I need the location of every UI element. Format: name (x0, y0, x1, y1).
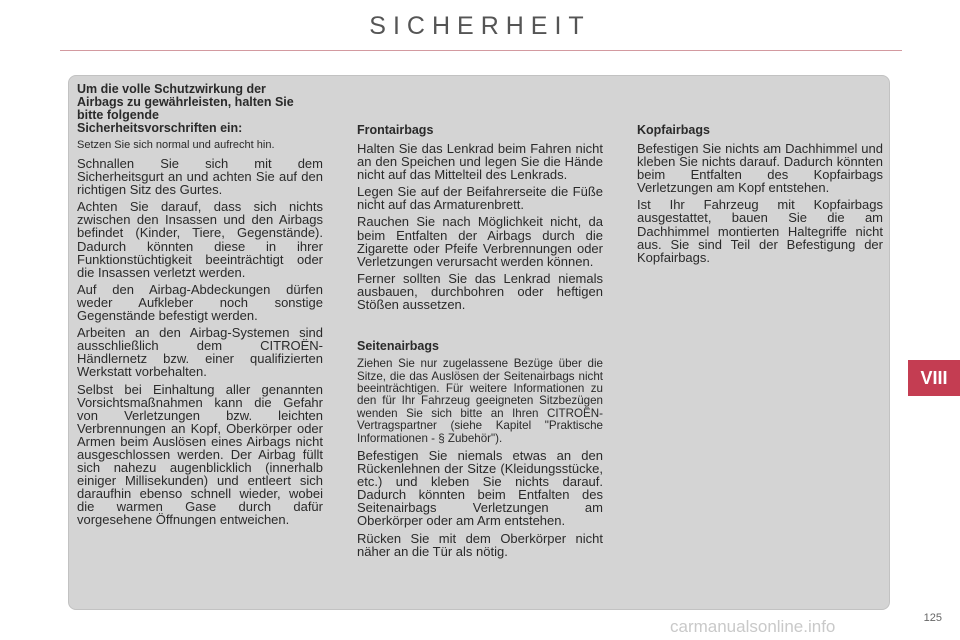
column-front-side-airbags (357, 124, 603, 562)
paragraph: Ferner sollten Sie das Lenkrad niemals ausbauen, durchbohren oder heftigen Stößen aussetzen. (357, 270, 603, 313)
paragraph: Schnallen Sie sich mit dem Sicherheitsgurt an und achten Sie auf den richtigen Sitz des Gurtes. (77, 156, 323, 198)
paragraph: Befestigen Sie niemals etwas an den Rückenlehnen der Sitze (Kleidungsstücke, etc.) und kleben Sie nichts darauf. Dadurch könnten beim Entfalten des Seitenairbags Verletzungen am Oberkörper oder am Arm entstehen. (357, 447, 603, 529)
section-heading-kopfairbags: Kopfairbags (637, 123, 710, 137)
column-head-airbags (637, 124, 883, 268)
page-number: 125 (923, 612, 942, 624)
section-heading-frontairbags: Frontairbags (357, 123, 434, 137)
intro-heading: Um die volle Schutzwirkung der Airbags zu gewährleisten, halten Sie bitte folgende Sicherheitsvorschriften ein: (77, 82, 294, 135)
paragraph: Legen Sie auf der Beifahrerseite die Füße nicht auf das Armaturenbrett. (357, 184, 603, 213)
watermark: carmanualsonline.info (670, 617, 836, 636)
section-heading-seitenairbags: Seitenairbags (357, 339, 439, 354)
column-safety-rules (77, 83, 323, 531)
paragraph: Auf den Airbag-Abdeckungen dürfen weder Aufkleber noch sonstige Gegenstände befestigt werden. (77, 281, 323, 324)
paragraph: Ist Ihr Fahrzeug mit Kopfairbags ausgestattet, bauen Sie die am Dachhimmel montierten Haltegriffe nicht aus. Sie sind Teil der Befestigung der Kopfairbags. (637, 197, 883, 265)
paragraph: Rauchen Sie nach Möglichkeit nicht, da beim Entfalten der Airbags durch die Zigarette oder Pfeife Verbrennungen oder Verletzungen verursacht werden können. (357, 214, 603, 269)
chapter-tab[interactable]: VIII (908, 360, 960, 396)
paragraph: Selbst bei Einhaltung aller genannten Vorsichtsmaßnahmen kann die Gefahr von Verletzungen bzw. leichten Verbrennungen an Kopf, Oberkörper oder Armen beim Auslösen eines Airbags nicht ausgeschlossen werden. Der Airbag füllt sich nahezu augenblicklich (innerhalb einiger Millisekunden) und entleert sich daraufhin ebenso schnell wieder, wobei die warmen Gase durch dafür vorgesehene Öffnungen entweichen. (77, 381, 323, 528)
paragraph: Achten Sie darauf, dass sich nichts zwischen den Insassen und den Airbags befindet (Kinder, Tiere, Gegenstände). Dadurch könnten diese in ihrer Funktionstüchtigkeit beeinträchtigt oder die Insassen verletzt werden. (77, 199, 323, 280)
content-panel (68, 75, 890, 610)
paragraph: Ziehen Sie nur zugelassene Bezüge über die Sitze, die das Auslösen der Seitenairbags nicht beeinträchtigen. Für weitere Informationen zu den für Ihr Fahrzeug geeigneten Sitzbezügen wenden Sie sich bitte an Ihren CITROËN-Vertragspartner (siehe Kapitel "Praktische Informationen - § Zubehör"). (357, 357, 603, 445)
paragraph: Halten Sie das Lenkrad beim Fahren nicht an den Speichen und legen Sie die Hände nicht auf das Mittelteil des Lenkrads. (357, 141, 603, 183)
paragraph: Arbeiten an den Airbag-Systemen sind ausschließlich dem CITROËN-Händlernetz bzw. einer qualifizierten Werkstatt vorbehalten. (77, 325, 323, 380)
paragraph: Rücken Sie mit dem Oberkörper nicht näher an die Tür als nötig. (357, 530, 603, 559)
paragraph: Befestigen Sie nichts am Dachhimmel und kleben Sie nichts darauf. Dadurch könnten beim Entfalten des Kopfairbags Verletzungen am Kopf entstehen. (637, 141, 883, 196)
intro-note: Setzen Sie sich normal und aufrecht hin. (77, 139, 275, 151)
page-title: SICHERHEIT (369, 12, 591, 40)
title-divider (60, 50, 902, 51)
